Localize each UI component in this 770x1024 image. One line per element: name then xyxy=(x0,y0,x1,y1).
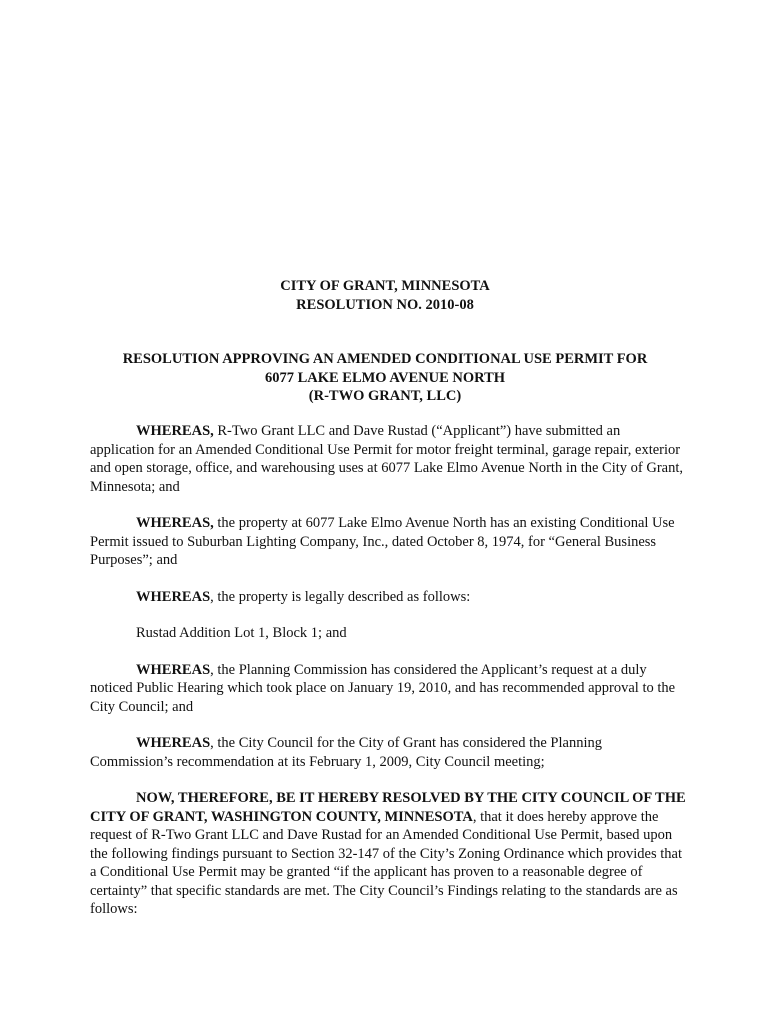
paragraph-text: R-Two Grant LLC and Dave Rustad (“Applicant”) have submitted an application for an Amended Conditional Use Permit for motor freight terminal, garage repair, exterior and open storage, office, and warehousing uses at 6077 Lake Elmo Avenue North in the City of Grant, Minnesota; and xyxy=(90,423,684,495)
whereas-city-council-paragraph xyxy=(90,734,688,771)
whereas-existing-permit-paragraph xyxy=(90,514,688,570)
paragraph-text: Rustad Addition Lot 1, Block 1; and xyxy=(136,625,347,641)
subject-line-2: 6077 LAKE ELMO AVENUE NORTH xyxy=(264,369,506,386)
paragraph-text: , the property is legally described as follows: xyxy=(210,588,471,605)
legal-description-paragraph xyxy=(90,624,688,643)
paragraph-lead: WHEREAS xyxy=(136,661,211,678)
whereas-planning-commission-paragraph xyxy=(90,661,688,717)
paragraph-lead: WHEREAS, xyxy=(136,515,214,531)
subject-line-3: (R-TWO GRANT, LLC) xyxy=(308,388,462,404)
document-header xyxy=(0,277,770,314)
whereas-application-paragraph xyxy=(90,422,688,496)
resolved-paragraph xyxy=(90,789,688,919)
paragraph-text: , the City Council for the City of Grant has considered the Planning Commission’s recommendation at its February 1, 2009, City Council meeting; xyxy=(90,735,602,770)
paragraph-lead: WHEREAS, xyxy=(136,423,214,439)
whereas-legal-description-paragraph xyxy=(90,588,688,607)
document-body xyxy=(90,422,688,937)
paragraph-text: , the Planning Commission has considered the Applicant’s request at a duly noticed Public Hearing which took place on January 19, 2010, and has recommended approval to the City Council; and xyxy=(90,661,676,715)
subject-line-1: RESOLUTION APPROVING AN AMENDED CONDITIONAL USE PERMIT FOR xyxy=(122,351,648,367)
paragraph-lead: WHEREAS xyxy=(136,735,211,751)
paragraph-lead: WHEREAS xyxy=(136,588,211,605)
resolution-subject xyxy=(0,350,770,406)
paragraph-text: , that it does hereby approve the request of R-Two Grant LLC and Dave Rustad for an Amended Conditional Use Permit, based upon the following findings pursuant to Section 32-147 of the City’s Zoning Ordinance which provides that a Conditional Use Permit may be granted “if the applicant has proven to a reasonable degree of certainty” that specific standards are met. The City Council’s Findings relating to the standards are as follows: xyxy=(90,808,682,917)
city-title: CITY OF GRANT, MINNESOTA xyxy=(280,278,490,294)
resolution-number: RESOLUTION NO. 2010-08 xyxy=(296,296,474,313)
paragraph-lead: NOW, THEREFORE, BE IT HEREBY RESOLVED BY THE CITY COUNCIL OF THE CITY OF GRANT, WASHINGTON COUNTY, MINNESOTA xyxy=(90,790,686,825)
paragraph-text: the property at 6077 Lake Elmo Avenue North has an existing Conditional Use Permit issued to Suburban Lighting Company, Inc., dated October 8, 1974, for “General Business Purposes”; and xyxy=(90,515,675,568)
